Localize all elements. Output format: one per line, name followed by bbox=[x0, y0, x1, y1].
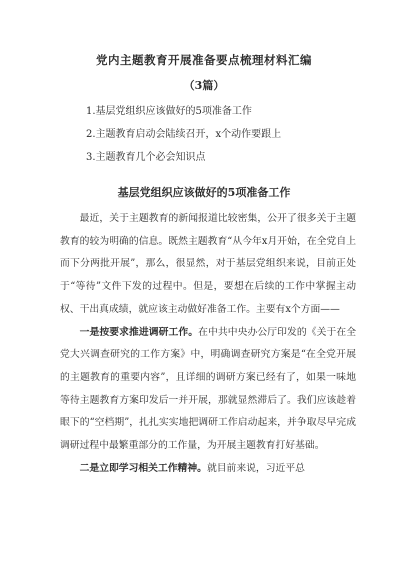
paragraph-text: 就目前来说，习近平总 bbox=[206, 462, 305, 474]
toc-item: 2.主题教育启动会陆续召开，x个动作要跟上 bbox=[86, 129, 282, 140]
document-subtitle: （3篇） bbox=[183, 79, 225, 92]
paragraph bbox=[60, 458, 356, 481]
toc-item: 1.基层党组织应该做好的5项准备工作 bbox=[86, 106, 252, 117]
paragraph bbox=[60, 322, 356, 458]
paragraph-lead: 二是立即学习相关工作精神。 bbox=[79, 462, 207, 474]
paragraph-text: 在中共中央办公厅印发的《关于在全党大兴调查研究的工作方案》中，明确调查研究方案是“在全党开展的主题教育的重要内容”，且详细的调研方案已经有了，如果一味地等待主题教育方案印发后一并开展，那就显然滞后了。我们应该趁着眼下的“空档期”，扎扎实实地把调研工作启动起来，并争取尽早完成调研过程中最繁重部分的工作量，为开展主题教育打好基础。 bbox=[60, 326, 357, 452]
toc-item: 3.主题教育几个必会知识点 bbox=[86, 152, 206, 163]
paragraph bbox=[60, 208, 356, 322]
paragraph-text: 最近，关于主题教育的新闻报道比较密集，公开了很多关于主题教育的较为明确的信息。既然主题教育“从今年x月开始，在全党自上而下分两批开展”，那么，很显然，对于基层党组织来说，目前正处于“等待”文件下发的过程中。但是，要想在后续的工作中掌握主动权、干出真成绩，就应该主动做好准备工作。主要有x个方面—— bbox=[60, 213, 356, 315]
paragraph-lead: 一是按要求推进调研工作。 bbox=[79, 326, 199, 338]
article-body bbox=[60, 208, 356, 480]
table-of-contents bbox=[86, 100, 281, 169]
section-title: 基层党组织应该做好的5项准备工作 bbox=[117, 186, 291, 199]
document-title: 党内主题教育开展准备要点梳理材料汇编 bbox=[96, 53, 312, 67]
